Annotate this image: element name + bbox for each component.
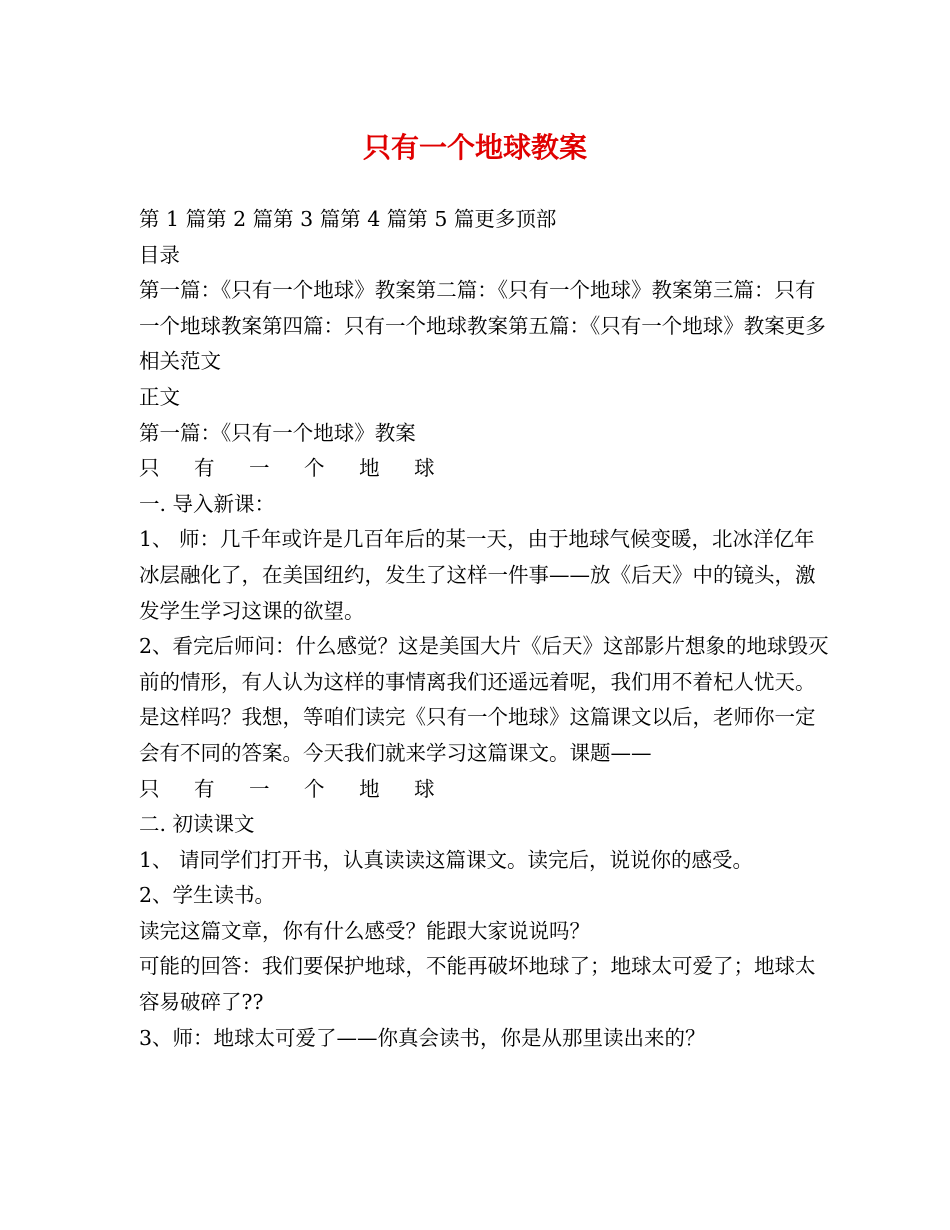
document-title: 只有一个地球教案 [362,131,587,164]
page-nav: 第 1 篇第 2 篇第 3 篇第 4 篇第 5 篇更多顶部 [139,207,557,231]
paragraph: 2、学生读书。 [139,883,276,908]
lesson-title: 只 有 一 个 地 球 [139,456,449,481]
paragraph: 1、 请同学们打开书，认真读读这篇课文。读完后，说说你的感受。 [139,847,754,872]
paragraph: 1、 师：几千年或许是几百年后的某一天，由于地球气候变暖，北冰洋亿年冰层融化了，在美国纽约，发生了这样一件事——放《后天》中的镜头，激发学生学习这课的欲望。 [139,527,816,623]
paragraph: 3、师：地球太可爱了——你真会读书，你是从那里读出来的？ [139,1025,706,1050]
body-heading: 正文 [139,384,180,409]
document-body [139,202,829,1056]
paragraph: 可能的回答：我们要保护地球，不能再破坏地球了；地球太可爱了；地球太容易破碎了?? [139,954,816,1015]
paragraph: 读完这篇文章，你有什么感受？能跟大家说说吗？ [139,918,590,943]
lesson-title: 只 有 一 个 地 球 [139,776,449,801]
article-title: 第一篇：《只有一个地球》教案 [139,420,416,445]
paragraph: 2、看完后师问：什么感觉？这是美国大片《后天》这部影片想象的地球毁灭前的情形，有人认为这样的事情离我们还遥远着呢，我们用不着杞人忧天。是这样吗？我想，等咱们读完《只有一个地球》这篇课文以后，老师你一定会有不同的答案。今天我们就来学习这篇课文。课题—— [139,634,829,765]
toc-text: 第一篇：《只有一个地球》教案第二篇：《只有一个地球》教案第三篇：只有一个地球教案第四篇：只有一个地球教案第五篇：《只有一个地球》教案更多相关范文 [139,278,826,374]
toc-heading: 目录 [139,242,180,267]
section-heading: 二. 初读课文 [139,812,255,837]
section-heading: 一. 导入新课： [139,491,276,516]
